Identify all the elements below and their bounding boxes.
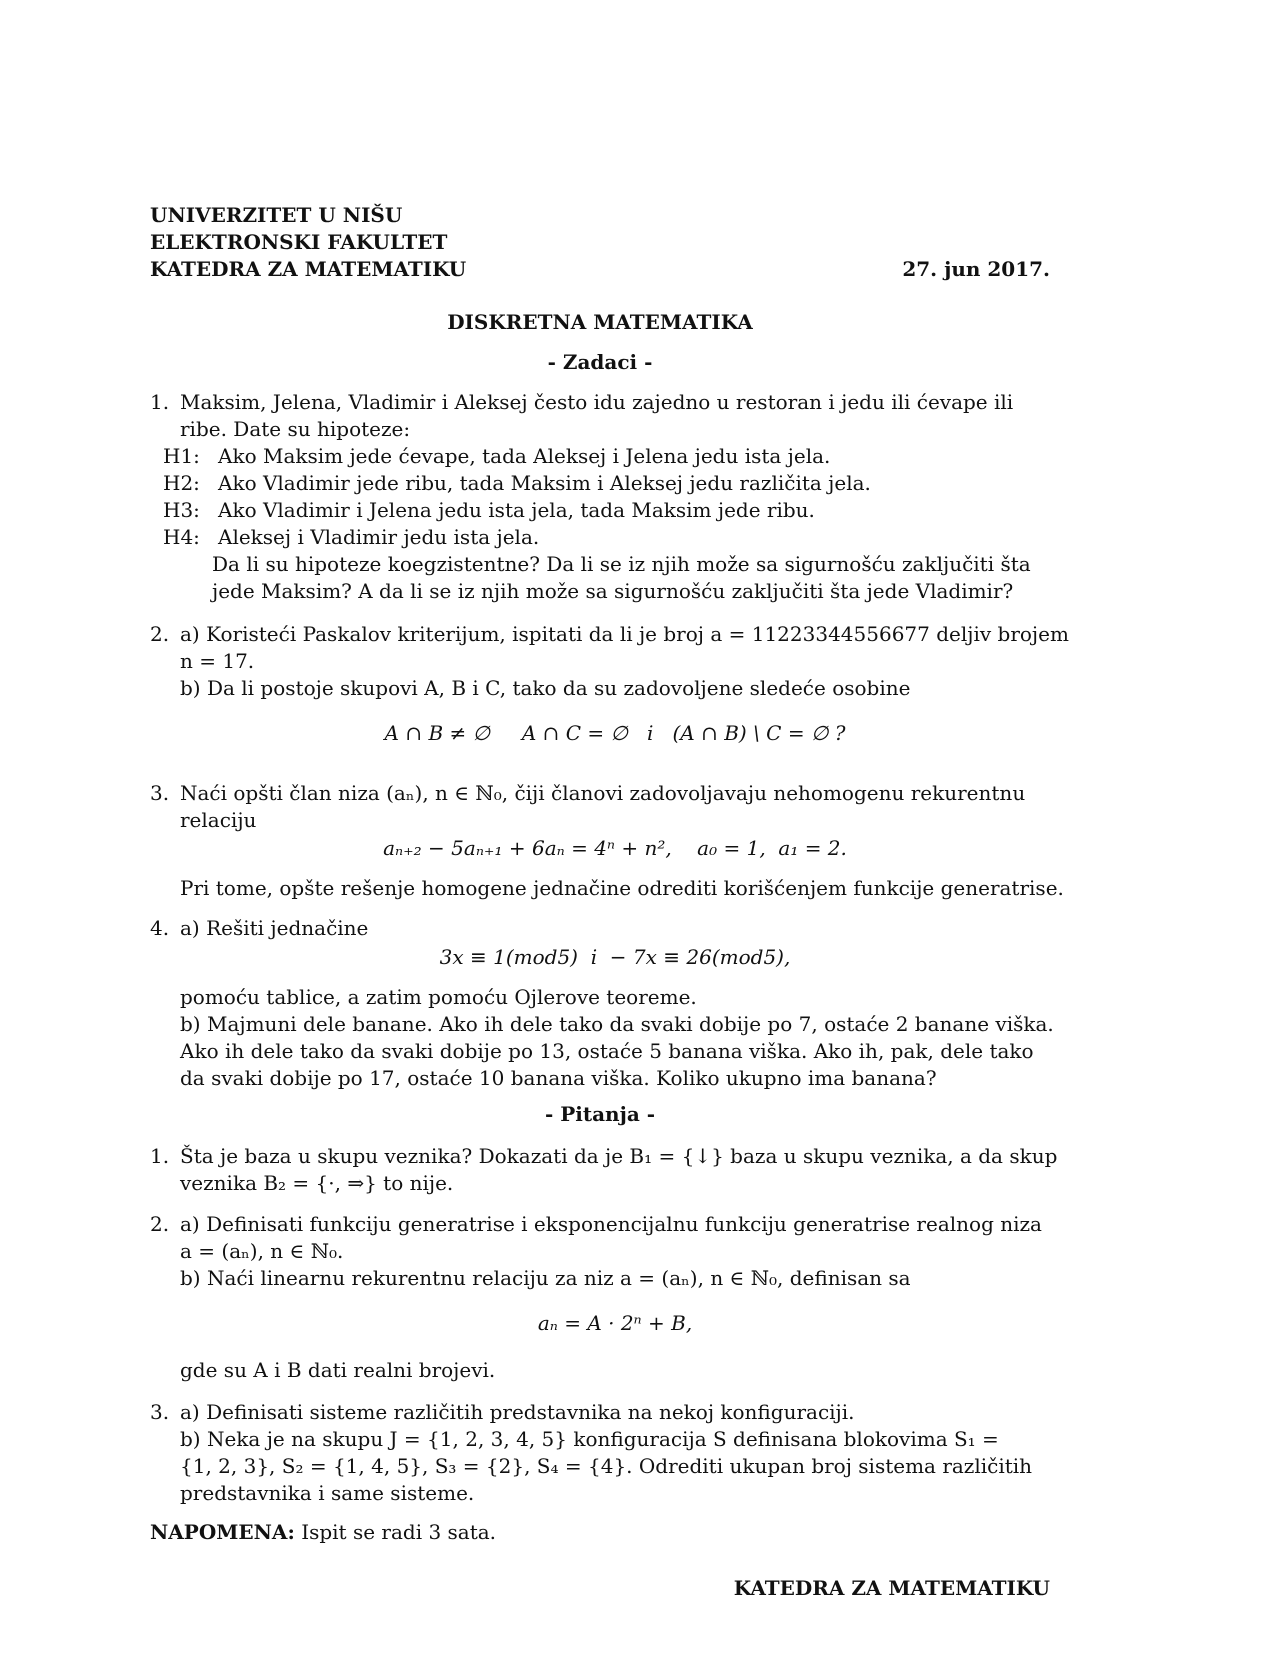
zadaci-heading: - Zadaci -: [547, 350, 653, 374]
task-4-b-line-2: Ako ih dele tako da svaki dobije po 13, ostaće 5 banana viška. Ako ih, pak, dele tako: [180, 1039, 1034, 1063]
task-4-a: a) Rešiti jednačine: [180, 916, 369, 940]
task-4-formula: 3x ≡ 1(mod5) i − 7x ≡ 26(mod5),: [439, 945, 791, 969]
task-2-number: 2.: [150, 622, 170, 646]
note-text: Ispit se radi 3 sata.: [301, 1520, 497, 1544]
faculty-name: ELEKTRONSKI FAKULTET: [150, 230, 448, 254]
question-1-line-2: veznika B₂ = {·, ⇒} to nije.: [180, 1171, 454, 1195]
question-2-number: 2.: [150, 1212, 170, 1236]
hypothesis-3-label: H3:: [163, 498, 200, 522]
task-3-number: 3.: [150, 781, 170, 805]
hypothesis-4: Aleksej i Vladimir jedu ista jela.: [218, 525, 540, 549]
task-2-a-line-1: a) Koristeći Paskalov kriterijum, ispitati da li je broj a = 11223344556677 deljiv brojem: [180, 622, 1069, 646]
task-2-b: b) Da li postoje skupovi A, B i C, tako da su zadovoljene sledeće osobine: [180, 676, 911, 700]
task-1-line-2: ribe. Date su hipoteze:: [180, 417, 411, 441]
question-1-line-1: Šta je baza u skupu veznika? Dokazati da je B₁ = {↓} baza u skupu veznika, a da skup: [180, 1144, 1058, 1168]
task-1-question-1: Da li su hipoteze koegzistentne? Da li se iz njih može sa sigurnošću zaključiti šta: [212, 552, 1031, 576]
question-3-b-line-2: {1, 2, 3}, S₂ = {1, 4, 5}, S₃ = {2}, S₄ = {4}. Odrediti ukupan broj sistema različitih: [180, 1454, 1033, 1478]
question-1-number: 1.: [150, 1144, 170, 1168]
question-3-b-line-1: b) Neka je na skupu J = {1, 2, 3, 4, 5} konfiguracija S definisana blokovima S₁ =: [180, 1427, 999, 1451]
university-name: UNIVERZITET U NIŠU: [150, 203, 403, 227]
task-3-line-3: Pri tome, opšte rešenje homogene jednačine odrediti korišćenjem funkcije generatrise.: [180, 876, 1064, 900]
question-2-line-4: gde su A i B dati realni brojevi.: [180, 1358, 496, 1382]
hypothesis-1-label: H1:: [163, 444, 200, 468]
hypothesis-2: Ako Vladimir jede ribu, tada Maksim i Aleksej jedu različita jela.: [218, 471, 871, 495]
pitanja-heading: - Pitanja -: [544, 1102, 656, 1126]
task-3-formula: aₙ₊₂ − 5aₙ₊₁ + 6aₙ = 4ⁿ + n², a₀ = 1, a₁ = 2.: [383, 836, 847, 860]
task-3-line-1: Naći opšti član niza (aₙ), n ∈ ℕ₀, čiji članovi zadovoljavaju nehomogenu rekurentnu: [180, 781, 1026, 805]
hypothesis-2-label: H2:: [163, 471, 200, 495]
task-2-formula: A ∩ B ≠ ∅ A ∩ C = ∅ i (A ∩ B) \ C = ∅ ?: [384, 721, 846, 745]
note-label: NAPOMENA:: [150, 1520, 295, 1544]
task-4-number: 4.: [150, 916, 170, 940]
task-2-a-line-2: n = 17.: [180, 649, 255, 673]
task-1-question-2: jede Maksim? A da li se iz njih može sa sigurnošću zaključiti šta jede Vladimir?: [212, 579, 1014, 603]
hypothesis-3: Ako Vladimir i Jelena jedu ista jela, tada Maksim jede ribu.: [218, 498, 815, 522]
question-3-b-line-3: predstavnika i same sisteme.: [180, 1481, 475, 1505]
task-3-line-2: relaciju: [180, 808, 257, 832]
footer-department: KATEDRA ZA MATEMATIKU: [733, 1576, 1050, 1600]
department-name: KATEDRA ZA MATEMATIKU: [150, 257, 467, 281]
question-3-number: 3.: [150, 1400, 170, 1424]
exam-note: [150, 1520, 496, 1544]
question-2-a-line-2: a = (aₙ), n ∈ ℕ₀.: [180, 1239, 344, 1263]
question-2-formula: aₙ = A · 2ⁿ + B,: [537, 1311, 693, 1335]
task-4-line-2: pomoću tablice, a zatim pomoću Ojlerove teoreme.: [180, 985, 697, 1009]
hypothesis-1: Ako Maksim jede ćevape, tada Aleksej i Jelena jedu ista jela.: [218, 444, 831, 468]
task-1-number: 1.: [150, 390, 170, 414]
task-1-line-1: Maksim, Jelena, Vladimir i Aleksej često idu zajedno u restoran i jedu ili ćevape ili: [180, 390, 1014, 414]
page-title: DISKRETNA MATEMATIKA: [447, 310, 753, 334]
task-4-b-line-1: b) Majmuni dele banane. Ako ih dele tako da svaki dobije po 7, ostaće 2 banane viška.: [180, 1012, 1054, 1036]
exam-date: 27. jun 2017.: [902, 257, 1050, 281]
question-2-a-line-1: a) Definisati funkciju generatrise i eksponencijalnu funkciju generatrise realnog niza: [180, 1212, 1042, 1236]
question-2-b: b) Naći linearnu rekurentnu relaciju za niz a = (aₙ), n ∈ ℕ₀, definisan sa: [180, 1266, 911, 1290]
hypothesis-4-label: H4:: [163, 525, 200, 549]
task-4-b-line-3: da svaki dobije po 17, ostaće 10 banana viška. Koliko ukupno ima banana?: [180, 1066, 937, 1090]
question-3-a: a) Definisati sisteme različitih predstavnika na nekoj konfiguraciji.: [180, 1400, 855, 1424]
